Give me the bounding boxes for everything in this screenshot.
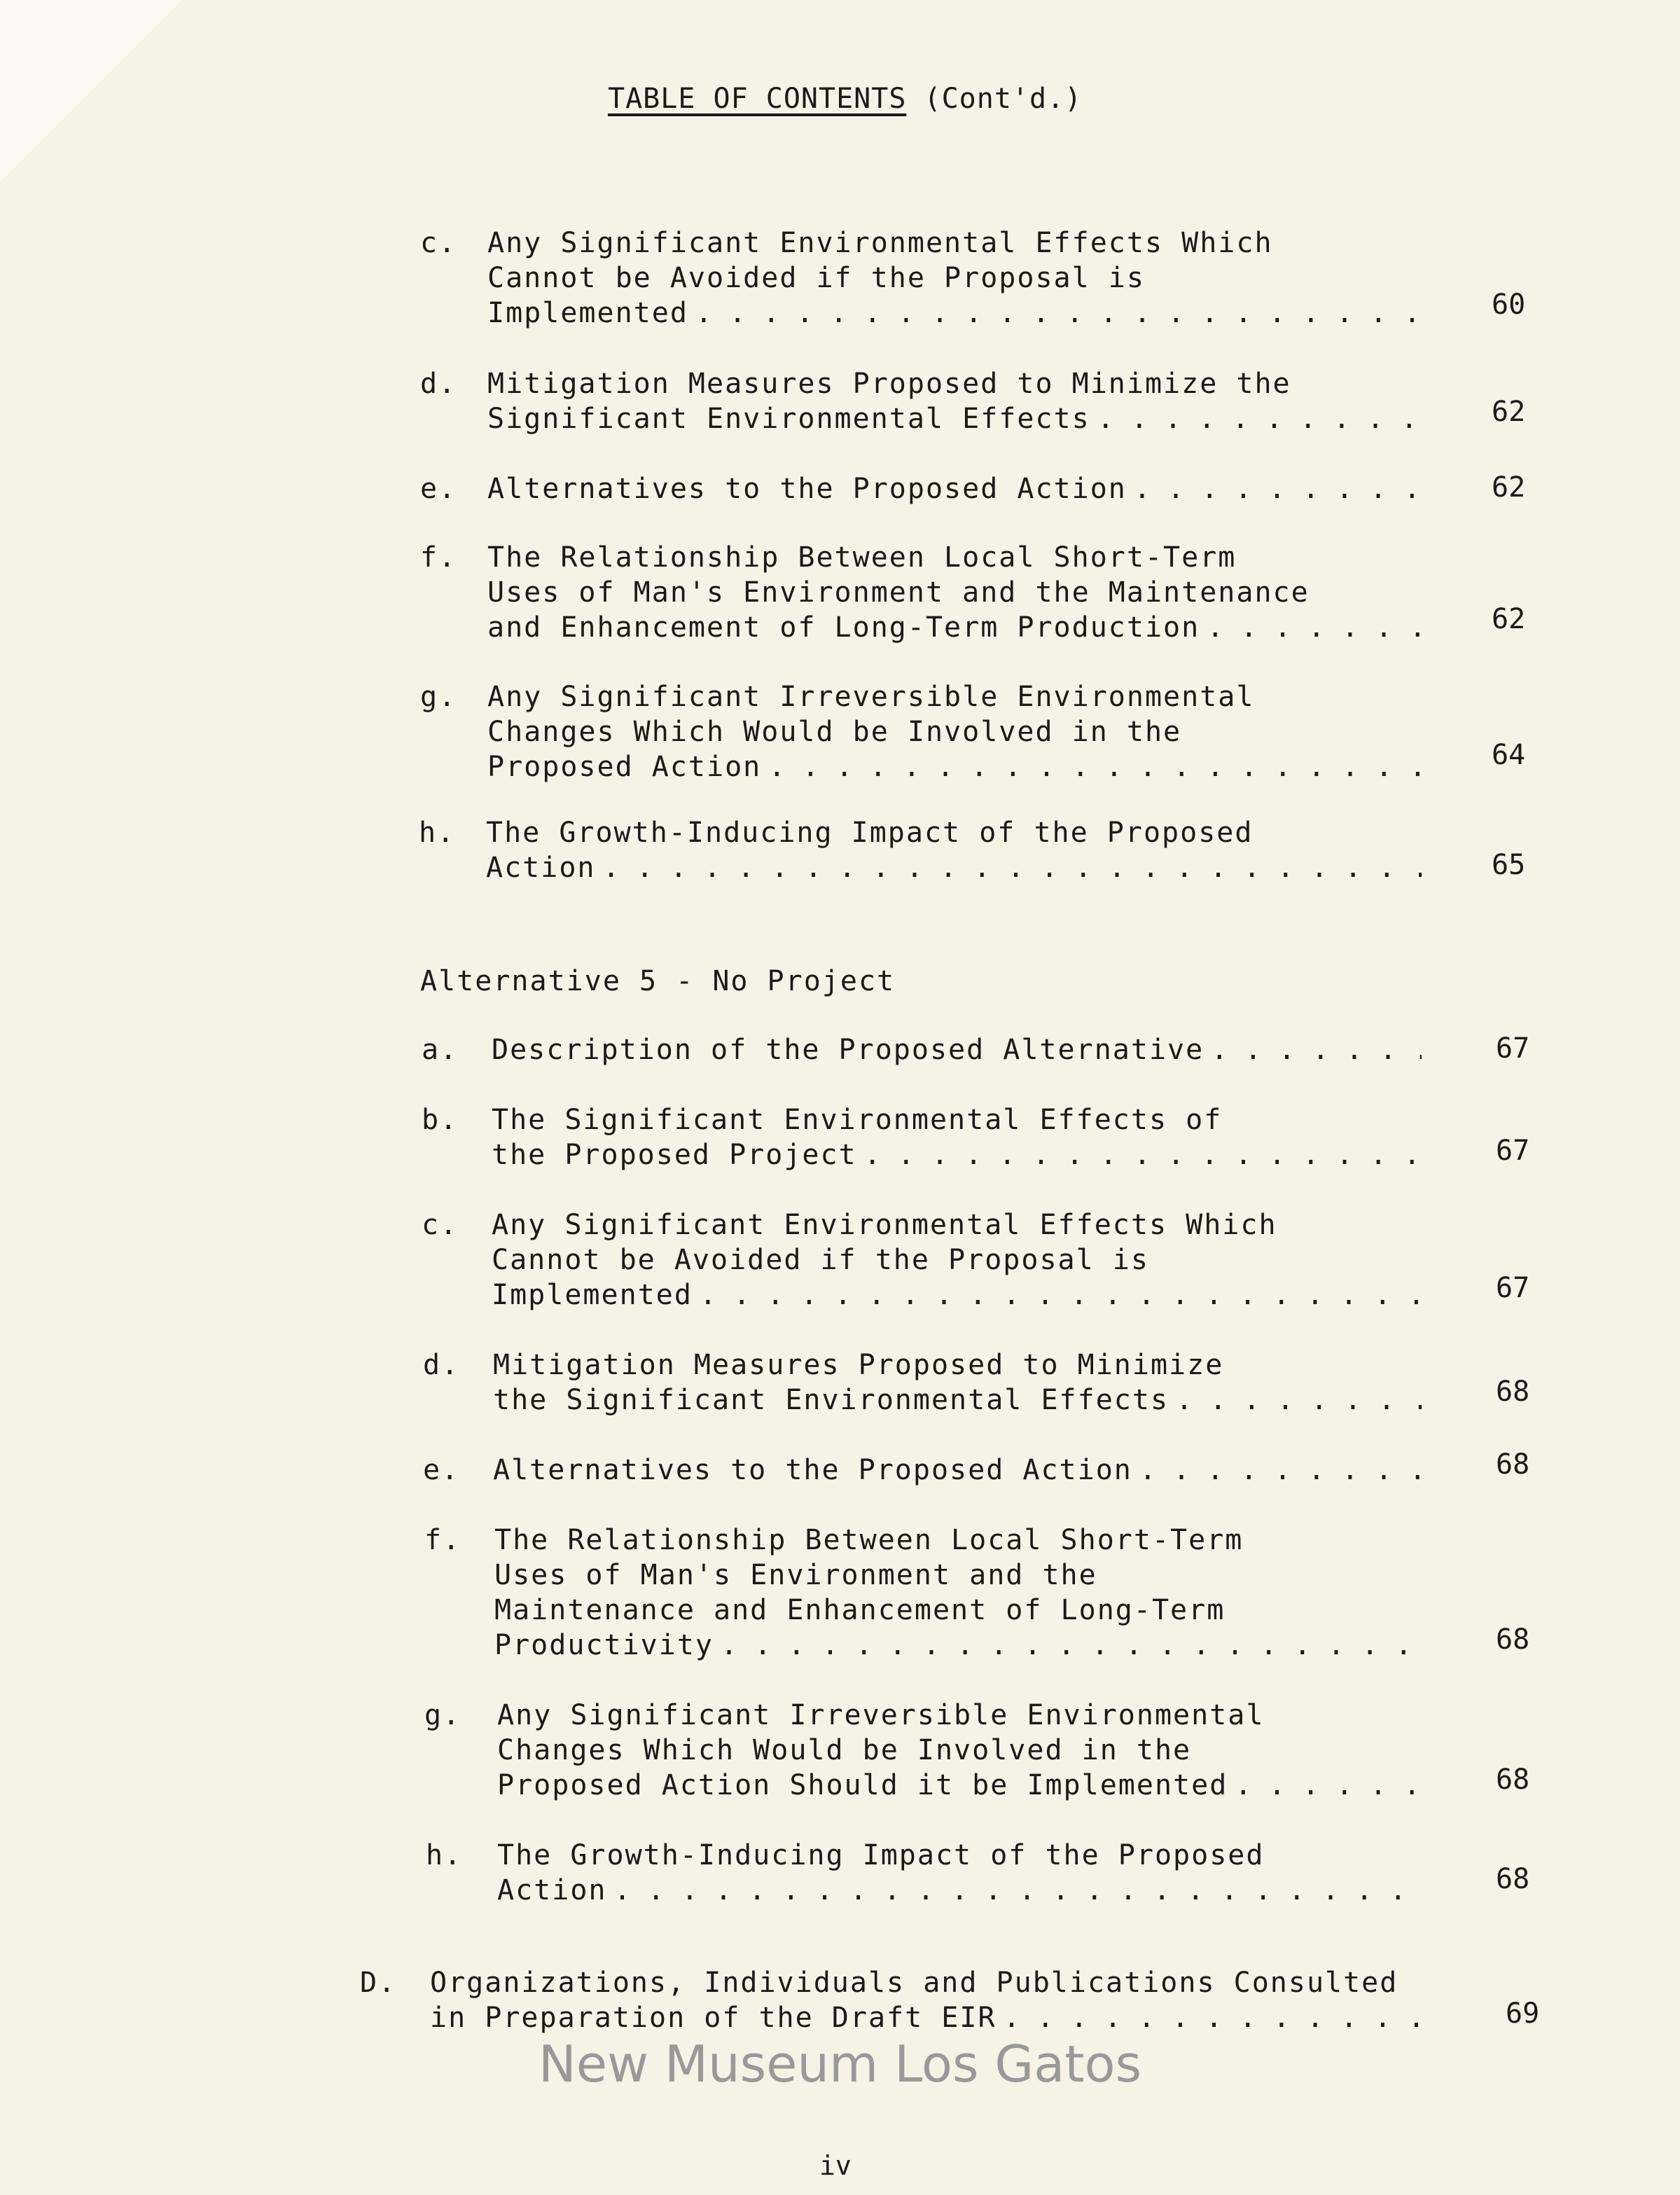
entry-line: Any Significant Irreversible Environmental [497,1699,1265,1731]
entry-line: The Relationship Between Local Short-Term [487,541,1237,574]
page-number: 68 [1496,1376,1530,1408]
page-number: 68 [1496,1448,1530,1481]
page-number: 67 [1496,1135,1530,1167]
entry-line: Implemented [492,1279,693,1311]
entry-line: Alternatives to the Proposed Action [487,473,1127,505]
leader-dots [695,296,1422,331]
page-number: 68 [1496,1863,1530,1895]
entry-letter: c. [422,1209,459,1241]
page-number: 65 [1492,849,1526,881]
folded-corner [0,0,182,182]
entry-line: Significant Environmental Effects [487,403,1090,435]
entry-line: Changes Which Would be Involved in the [497,1734,1192,1766]
entry-line: Mitigation Measures Proposed to Minimize the [487,368,1291,400]
entry-line: Any Significant Environmental Effects Which [487,227,1273,259]
leader-dots [721,1628,1422,1663]
page-number: 68 [1496,1623,1530,1656]
page-number: 67 [1496,1272,1530,1304]
entry-line: in Preparation of the Draft EIR [430,2002,997,2034]
entry-line: and Enhancement of Long-Term Production [487,611,1200,644]
page-number: 62 [1492,471,1526,504]
entry-line: Any Significant Environmental Effects Which [492,1209,1277,1241]
leader-dots [1235,1768,1422,1803]
entry-letter: g. [424,1699,461,1731]
entry-line: Uses of Man's Environment and the Maintenance [487,576,1310,609]
entry-line: Action [486,852,596,884]
section-heading-alternative-5: Alternative 5 - No Project [420,965,896,997]
leader-dots [768,749,1422,784]
entry-line: The Relationship Between Local Short-Term [494,1524,1244,1556]
entry-line: Cannot be Avoided if the Proposal is [487,262,1145,294]
title-suffix: (Cont'd.) [924,83,1083,115]
entry-letter: h. [426,1839,463,1871]
entry-line: the Significant Environmental Effects [493,1384,1169,1416]
entry-line: the Proposed Project [492,1139,857,1171]
leader-dots [1211,1032,1422,1067]
entry-letter: f. [420,541,457,574]
entry-line: Description of the Proposed Alternative [492,1034,1205,1066]
entry-line: Proposed Action [487,751,762,783]
page-number: 62 [1492,396,1526,428]
page-number: 62 [1492,603,1526,635]
entry-line: Maintenance and Enhancement of Long-Term [494,1594,1226,1626]
entry-line: Changes Which Would be Involved in the [487,716,1182,748]
entry-line: Uses of Man's Environment and the [494,1559,1097,1591]
entry-line: The Significant Environmental Effects of [492,1104,1223,1136]
entry-line: Alternatives to the Proposed Action [493,1454,1132,1486]
entry-line: Proposed Action Should it be Implemented [497,1769,1228,1801]
entry-line: Cannot be Avoided if the Proposal is [492,1244,1149,1276]
leader-dots [1134,471,1422,506]
title-main: TABLE OF CONTENTS [608,83,907,115]
page-title [608,83,1082,115]
watermark: New Museum Los Gatos [538,2035,1142,2093]
entry-line: Organizations, Individuals and Publications Consulted [430,1967,1398,1999]
leader-dots [864,1137,1422,1172]
leader-dots [1207,610,1422,645]
page-number: 60 [1492,289,1526,321]
page-number: 69 [1506,1997,1540,2030]
page-folio: iv [819,2150,852,2181]
leader-dots [1004,2000,1436,2035]
entry-line: Productivity [494,1629,714,1661]
leader-dots [603,850,1422,885]
page-number: 68 [1496,1764,1530,1796]
leader-dots [700,1277,1422,1313]
page-number: 64 [1492,739,1526,771]
entry-letter: D. [360,1967,397,1999]
entry-letter: a. [422,1034,459,1066]
entry-letter: d. [423,1349,460,1381]
entry-letter: f. [424,1524,461,1556]
entry-line: Implemented [487,297,688,329]
entry-line: The Growth-Inducing Impact of the Proposed [486,817,1254,849]
entry-letter: h. [419,817,456,849]
leader-dots [1097,401,1422,436]
entry-letter: g. [420,681,457,713]
leader-dots [1139,1453,1422,1488]
entry-letter: b. [422,1104,459,1136]
entry-line: Mitigation Measures Proposed to Minimize [493,1349,1224,1381]
entry-line: Any Significant Irreversible Environmental [487,681,1255,713]
entry-letter: c. [420,227,457,259]
page-number: 67 [1496,1032,1530,1065]
entry-letter: e. [423,1454,460,1486]
entry-line: Action [497,1874,607,1906]
entry-line: The Growth-Inducing Impact of the Proposed [497,1839,1265,1871]
entry-letter: d. [420,368,457,400]
entry-letter: e. [420,473,457,505]
leader-dots [614,1873,1422,1908]
leader-dots [1176,1383,1422,1418]
